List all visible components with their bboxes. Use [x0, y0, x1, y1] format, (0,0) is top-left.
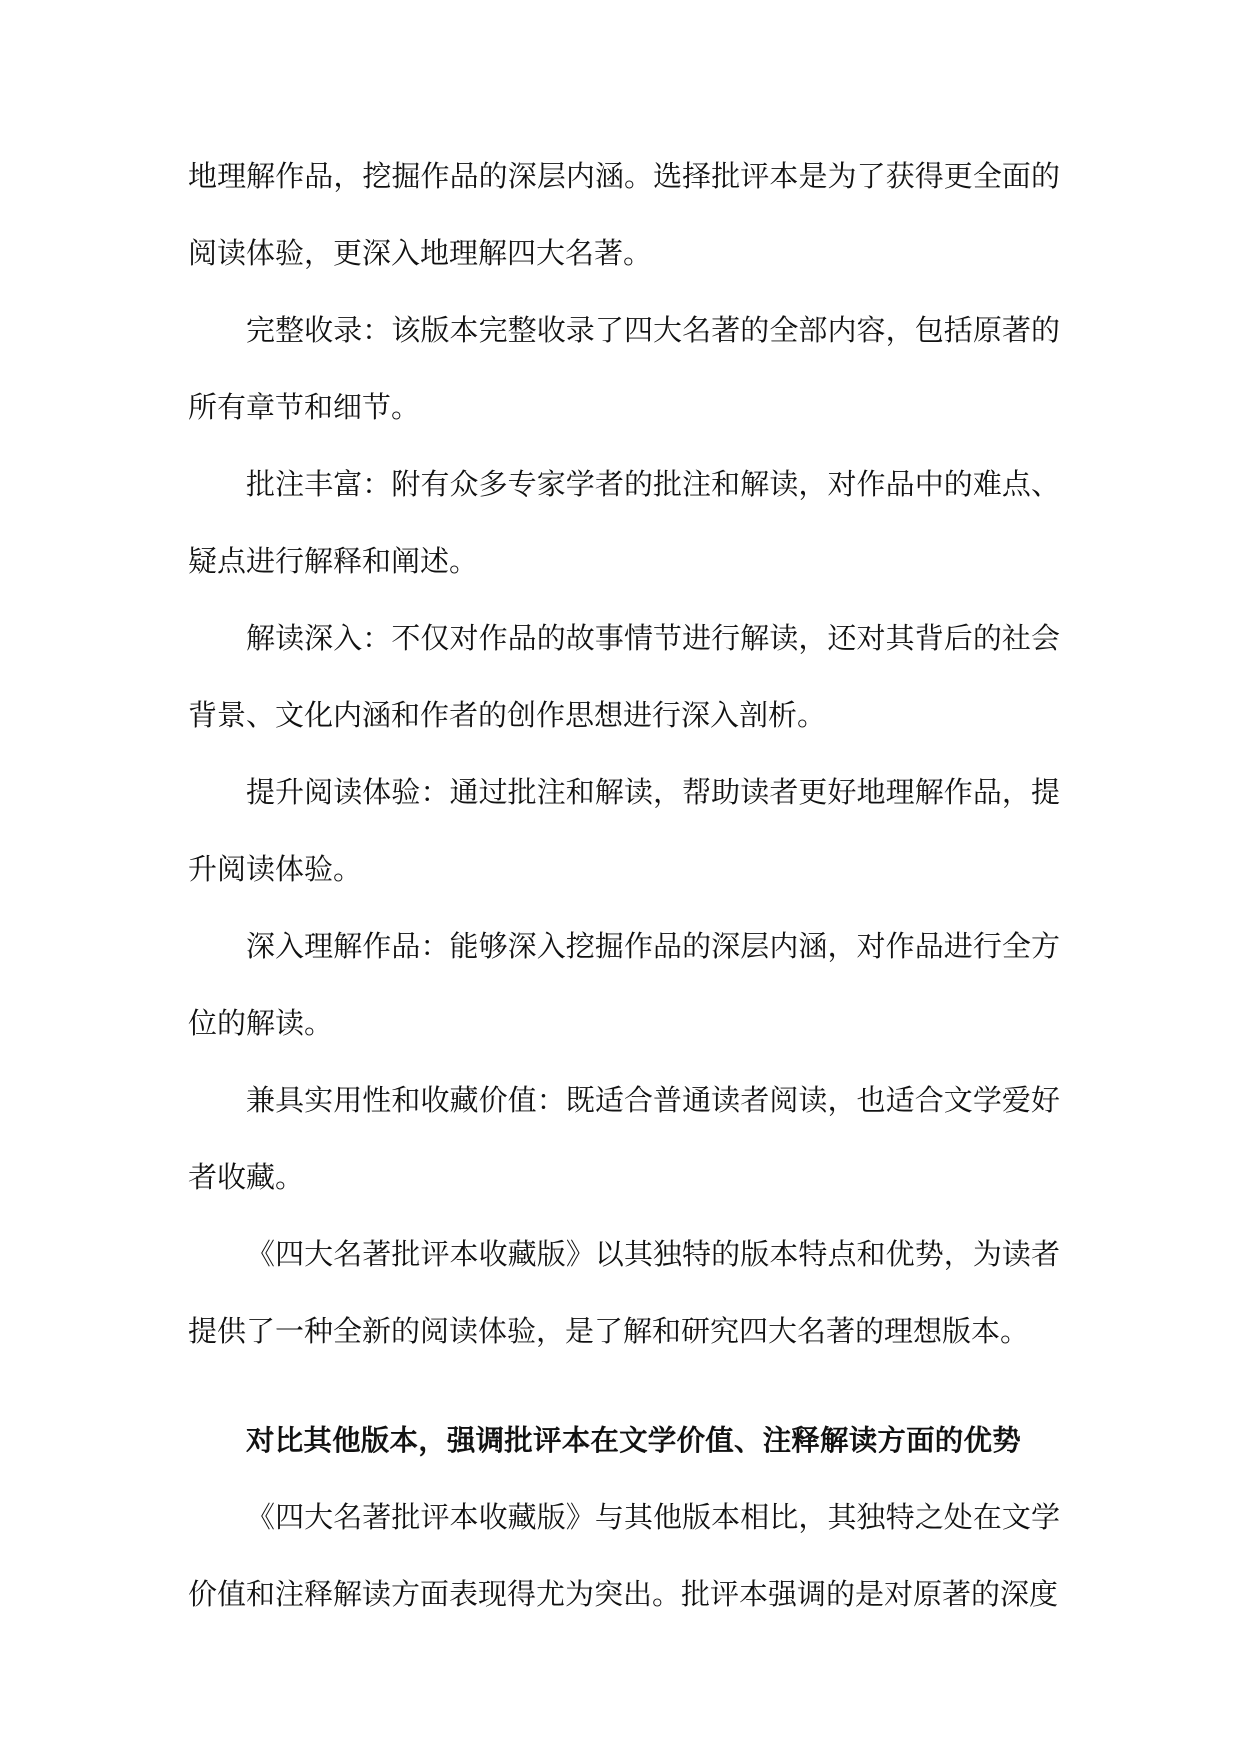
paragraph-practical-collectible: 兼具实用性和收藏价值：既适合普通读者阅读，也适合文学爱好者收藏。	[188, 1083, 1060, 1194]
paragraph-complete-collection: 完整收录：该版本完整收录了四大名著的全部内容，包括原著的所有章节和细节。	[188, 313, 1060, 424]
paragraph-deep-understanding: 深入理解作品：能够深入挖掘作品的深层内涵，对作品进行全方位的解读。	[188, 929, 1060, 1040]
paragraph-rich-annotations: 批注丰富：附有众多专家学者的批注和解读，对作品中的难点、疑点进行解释和阐述。	[188, 467, 1060, 578]
paragraph-comparison: 《四大名著批评本收藏版》与其他版本相比，其独特之处在文学价值和注释解读方面表现得尤为突出。批评本强调的是对原著的深度	[188, 1500, 1060, 1611]
paragraph-in-depth-interpretation: 解读深入：不仅对作品的故事情节进行解读，还对其背后的社会背景、文化内涵和作者的创作思想进行深入剖析。	[188, 621, 1060, 732]
paragraph-intro-continuation: 地理解作品，挖掘作品的深层内涵。选择批评本是为了获得更全面的阅读体验，更深入地理解四大名著。	[188, 159, 1060, 270]
paragraph-summary: 《四大名著批评本收藏版》以其独特的版本特点和优势，为读者提供了一种全新的阅读体验，是了解和研究四大名著的理想版本。	[188, 1237, 1060, 1348]
document-page	[188, 138, 1060, 1633]
section-heading: 对比其他版本，强调批评本在文学价值、注释解读方面的优势	[246, 1424, 1021, 1457]
paragraph-reading-experience: 提升阅读体验：通过批注和解读，帮助读者更好地理解作品，提升阅读体验。	[188, 775, 1060, 886]
